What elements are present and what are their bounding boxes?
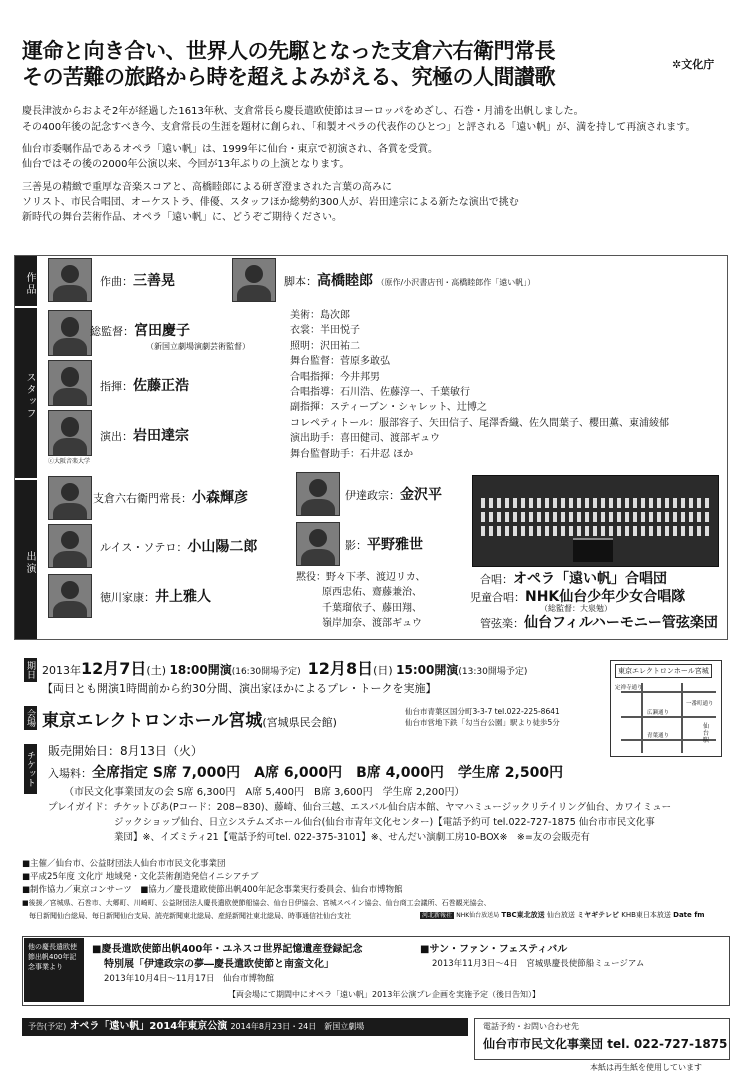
staff-line: コレペティトール：服部容子、矢田信子、尾澤香織、佐久間葉子、櫻田薫、東浦綾郁 (290, 417, 669, 429)
agency-logo (672, 56, 714, 72)
day2-weekday: (日) (373, 664, 393, 677)
preview-banner (22, 1018, 468, 1036)
venue-address: 仙台市青葉区国分町3-3-7 tel.022-225-8641 (405, 707, 560, 716)
children-name: NHK仙台少年少女合唱隊 (525, 589, 686, 605)
libretto-role: 脚本： (284, 275, 317, 288)
kage-role: 影： (345, 539, 367, 552)
sotelo-role: ルイス・ソテロ： (100, 541, 188, 554)
director-role: 演出： (100, 430, 133, 443)
map-title: 東京エレクトロンホール宮城 (615, 664, 712, 678)
conductor-name: 佐藤正浩 (133, 378, 189, 394)
hasekura-credit (93, 487, 248, 507)
director-credit (100, 425, 189, 445)
venue-name-line (42, 706, 337, 731)
sponsor-logo: Date fm (673, 911, 705, 919)
staff-line: 舞台監督：菅原多敢弘 (290, 356, 390, 368)
director-name: 岩田達宗 (133, 428, 189, 444)
event2-dates: 2013年11月3日〜4日 宮城県慶長使節船ミュージアム (432, 959, 645, 969)
credit-line: ■主催／仙台市、公益財団法人仙台市市民文化事業団 (22, 859, 226, 869)
gm-name: 宮田慶子 (134, 323, 190, 339)
hasekura-name: 小森輝彦 (192, 490, 248, 506)
contact-label: 電話予約・お問い合わせ先 (483, 1022, 579, 1031)
conductor-credit (100, 375, 189, 395)
agency-name: 文化庁 (681, 58, 715, 71)
price-label: 入場料： (48, 767, 92, 780)
gm-note: （新国立劇場演劇芸術監督） (146, 342, 250, 351)
intro-line: 仙台市委嘱作品であるオペラ「遠い帆」は、1999年に仙台・東京で初演され、各賞を受賞。 (22, 144, 439, 155)
preview-label: 予告(予定) (28, 1022, 67, 1031)
venue-map (610, 660, 722, 757)
ieyasu-name: 井上雅人 (155, 589, 211, 605)
contact-tel: tel. 022-727-1875 (607, 1037, 728, 1051)
conductor-role: 指揮： (100, 380, 133, 393)
composer-name: 三善晃 (133, 273, 175, 289)
kage-photo (296, 522, 340, 566)
photo-credit: ⓒ大阪音楽大学 (48, 458, 91, 465)
silent-actors (296, 570, 426, 632)
kage-name: 平野雅世 (367, 537, 423, 553)
gm-credit (90, 320, 190, 340)
venue-alt: (宮城県民会館) (262, 716, 337, 729)
ieyasu-photo (48, 574, 92, 618)
date-name: 金沢平 (400, 487, 442, 503)
venue-details (405, 706, 560, 728)
playguide-label: プレイガイド： (48, 802, 114, 813)
sponsor-logo: TBC東北放送 (501, 911, 545, 919)
gm-photo (48, 310, 92, 356)
intro-line: 仙台ではその後の2000年公演以来、今回が13年ぶりの上演となります。 (22, 159, 350, 170)
playguide-line: ジックショップ仙台、日立システムズホール仙台(仙台市青年文化センター)【電話予約可 tel.022-727-1875 仙台市市民文化事 (114, 817, 655, 828)
related-note: 【両会場にて期間中にオペラ「遠い帆」2013年公演プレ企画を実施予定（後日告知）】 (228, 990, 541, 999)
contact-line (483, 1035, 727, 1052)
map-station: 仙台駅 (703, 723, 710, 744)
sotelo-credit (100, 536, 257, 556)
playguide (48, 800, 671, 845)
orchestra-name: 仙台フィルハーモニー管弦楽団 (524, 615, 718, 631)
day2-open: (13:30開場予定) (458, 667, 528, 677)
event2-title: ■サン・ファン・フェスティバル (420, 944, 568, 955)
composer-role: 作曲： (100, 275, 133, 288)
recycled-note: 本紙は再生紙を使用しています (590, 1063, 702, 1072)
date-photo (296, 472, 340, 516)
playguide-line: チケットぴあ(Pコード：208−830)、藤崎、仙台三越、エスパル仙台店本館、ヤマハミュージックリテイリング仙台、カワイミュー (113, 802, 672, 813)
section-label-works: 作品 (15, 256, 37, 306)
venue-name: 東京エレクトロンホール宮城 (42, 711, 263, 731)
orchestra-credit (480, 612, 718, 632)
event1-sub: 特別展「伊達政宗の夢―慶長遣欧使節と南蛮文化」 (104, 959, 334, 970)
map-street: 定禅寺通り (615, 685, 643, 691)
sponsor-logo: KHB東日本放送 (621, 911, 671, 919)
day1-date: 12月7日 (81, 659, 147, 678)
conductor-photo (48, 360, 92, 406)
schedule-year: 2013年 (42, 664, 81, 677)
kage-credit (345, 534, 423, 554)
related-side-label: 他の慶長遣欧使節出帆400年記念事業より (24, 938, 84, 1002)
intro-line: ソリスト、市民合唱団、オーケストラ、俳優、スタッフほか総勢約300人が、岩田達宗による新たな演出で挑む (22, 197, 519, 208)
ticket-label: チケット (24, 744, 37, 794)
librettist-photo (232, 258, 276, 302)
member-prices: （市民文化事業団友の会 S席 6,300円 A席 5,400円 B席 3,600円 学生席 2,200円） (64, 787, 465, 798)
staff-line: 副指揮：スティーブン・シャレット、辻博之 (290, 402, 487, 414)
composer-credit (100, 270, 175, 290)
contact-org: 仙台市市民文化事業団 (483, 1037, 604, 1051)
staff-line: 合唱指導：石川浩、佐藤淳一、千葉敏行 (290, 387, 470, 399)
event1-dates: 2013年10月4日〜11月17日 仙台市博物館 (104, 974, 274, 984)
sponsor-logos (420, 910, 705, 920)
children-role: 児童合唱： (470, 591, 525, 604)
map-street: 青葉通り (647, 733, 670, 739)
staff-line: 美術：島次郎 (290, 310, 350, 321)
headline-line1: 運命と向き合い、世界人の先駆となった支倉六右衛門常長 (22, 39, 555, 63)
chorus-credit (480, 568, 667, 588)
credit-line: 毎日新聞仙台総局、毎日新聞仙台支局、読売新聞東北総局、産経新聞社東北総局、時事通信社仙台支社 (22, 912, 351, 920)
ieyasu-role: 徳川家康： (100, 591, 155, 604)
headline-line2: その苦難の旅路から時を超えよみがえる、究極の人間讃歌 (22, 65, 555, 89)
credit-line: ■制作協力／東京コンサーツ ■協力／慶長遣欧使節出帆400年記念事業実行委員会、仙台市博物館 (22, 885, 403, 895)
sponsor-logo: 河北新報社 (422, 912, 453, 919)
credit-line: ■平成25年度 文化庁 地域発・文化芸術創造発信イニシアチブ (22, 872, 259, 882)
composer-photo (48, 258, 92, 302)
section-label-cast: 出演 (15, 480, 37, 639)
day1-time: 18:00開演 (169, 663, 232, 677)
ticket-price-line (48, 762, 563, 782)
playguide-line: 業団】※、イズミティ21【電話予約可tel. 022-375-3101】※、せんだい演劇工房10-BOX※ ※=友の会販売有 (114, 832, 590, 843)
date-credit (345, 484, 442, 504)
sponsor-logo: 仙台放送 (546, 911, 575, 919)
chorus-name: オペラ「遠い帆」合唱団 (513, 571, 667, 587)
map-street: 一番町通り (686, 701, 714, 707)
ieyasu-credit (100, 586, 211, 606)
librettist-credit (284, 270, 535, 290)
pretalk-note: 【両日とも開演1時間前から約30分間、演出家ほかによるプレ・トークを実施】 (42, 682, 437, 695)
day1-open: (16:30開場予定) (231, 667, 301, 677)
director-photo (48, 410, 92, 456)
children-note: （総監督：大泉勉） (540, 604, 612, 613)
staff-line: 合唱指揮：今井邦男 (290, 371, 380, 383)
event1-title: ■慶長遣欧使節出帆400年・ユネスコ世界記憶遺産登録記念 (92, 944, 363, 955)
venue-access: 仙台市営地下鉄「勾当台公園」駅より徒歩5分 (405, 718, 560, 727)
staff-line: 照明：沢田祐二 (290, 340, 360, 352)
sotelo-name: 小山陽二郎 (187, 539, 258, 555)
actors-line: 千葉瑠依子、藤田翔、 (322, 602, 422, 614)
staff-list (290, 308, 669, 462)
map-street: 広瀬通り (647, 710, 670, 716)
ticket-sale-date: 販売開始日：8月13日（火） (48, 744, 203, 758)
day2-time: 15:00開演 (396, 663, 459, 677)
sotelo-photo (48, 524, 92, 568)
price-values: 全席指定 S席 7,000円 A席 6,000円 B席 4,000円 学生席 2,500円 (92, 765, 564, 781)
actors-line: 嶺岸加奈、渡部ギュウ (322, 618, 422, 630)
day1-weekday: (土) (146, 664, 166, 677)
related-event-1 (92, 942, 362, 987)
chorus-role: 合唱： (480, 573, 513, 586)
preview-info: 2014年8月23日・24日 新国立劇場 (230, 1022, 365, 1031)
orchestra-role: 管弦楽： (480, 617, 524, 630)
actors-role: 黙役： (296, 572, 326, 583)
sponsor-logo: NHK仙台放送局 (456, 912, 500, 919)
related-event-2 (420, 942, 644, 972)
contact-box (474, 1018, 730, 1060)
staff-line: 演出助手：喜田健司、渡部ギュウ (290, 433, 440, 445)
intro-line: その400年後の記念すべき今、支倉常長の生涯を題材に創られ、「和製オペラの代表作のひとつ」と評される「遠い帆」が、満を持して再演されます。 (22, 122, 696, 133)
preview-title: オペラ「遠い帆」2014年東京公演 (69, 1021, 228, 1032)
sponsor-logo: ミヤギテレビ (577, 911, 620, 919)
actors-line: 野々下孝、渡辺リカ、 (326, 572, 426, 583)
day2-date: 12月8日 (307, 659, 374, 678)
hasekura-role: 支倉六右衛門常長： (93, 492, 192, 505)
intro-line: 三善晃の精緻で重厚な音楽スコアと、高橋睦郎による研ぎ澄まされた言葉の高みに (22, 182, 392, 193)
schedule-line (42, 656, 527, 679)
gm-role: 総監督： (90, 325, 134, 338)
choir-photo (472, 475, 719, 567)
staff-line: 衣裳：半田悦子 (290, 325, 360, 337)
intro-line: 慶長津波からおよそ2年が経過した1613年秋、支倉常長ら慶長遣欧使節はヨーロッパをめざし、石巻・月浦を出帆しました。 (22, 106, 584, 117)
hasekura-photo (48, 476, 92, 520)
intro-line: 新時代の舞台芸術作品、オペラ「遠い帆」に、どうぞご期待ください。 (22, 212, 342, 223)
section-label-staff: スタッフ (15, 308, 37, 478)
schedule-label: 期日 (24, 658, 37, 682)
librettist-name: 高橋睦郎 (317, 273, 373, 289)
staff-line: 舞台監督助手：石井忍 ほか (290, 448, 414, 460)
date-role: 伊達政宗： (345, 489, 400, 502)
venue-label: 会場 (24, 706, 37, 730)
credit-line: ■後援／宮城県、石巻市、大郷町、川崎町、公益財団法人慶長遣欧使節船協会、仙台日伊協会、宮城スペイン協会、仙台商工会議所、石巻観光協会、 (22, 899, 491, 907)
bunkacho-logo-icon: ✲ (672, 58, 682, 71)
actors-line: 原西忠佑、齋藤兼治、 (322, 587, 422, 599)
libretto-note: （原作/小沢書店刊・高橋睦郎作「遠い帆」） (376, 278, 536, 287)
